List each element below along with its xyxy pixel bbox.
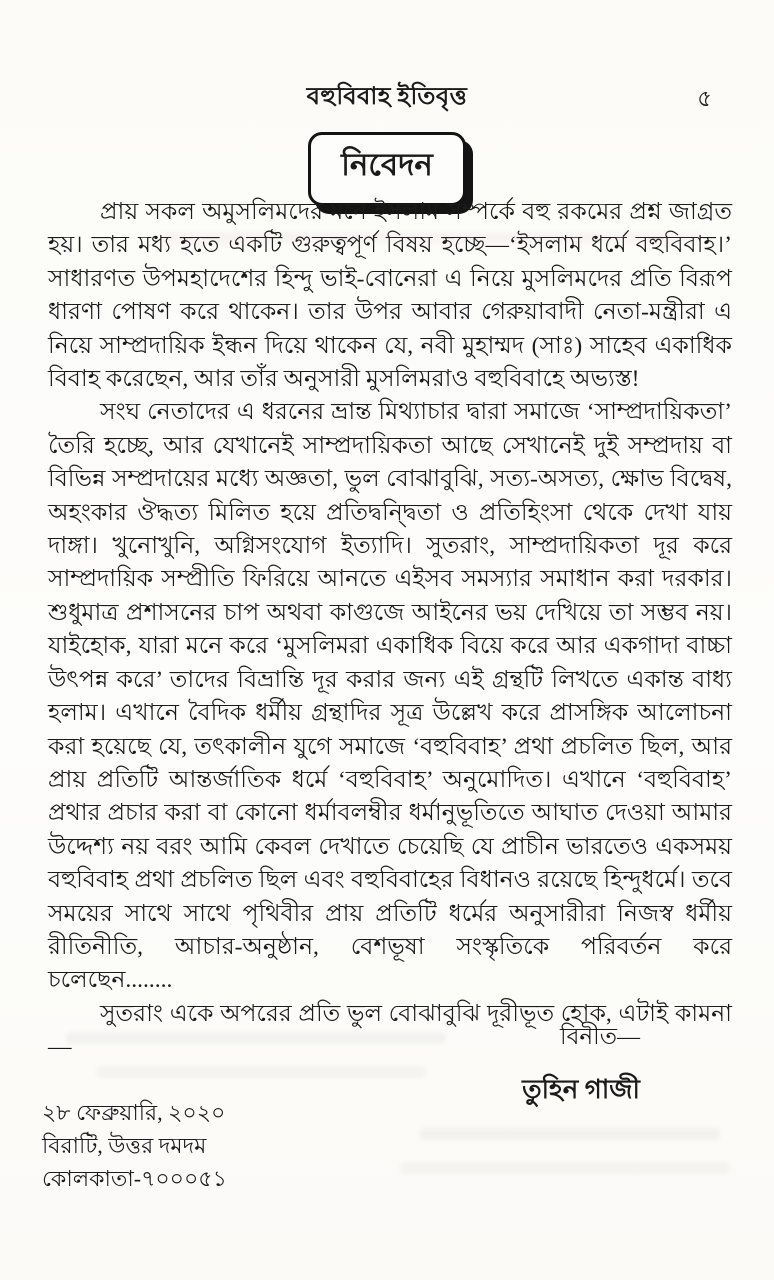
bleedthrough-artifact bbox=[96, 1066, 426, 1078]
colophon-block bbox=[42, 1096, 227, 1195]
running-head bbox=[0, 78, 774, 112]
body-text bbox=[48, 196, 732, 1065]
signature-block bbox=[522, 1018, 640, 1113]
paragraph-1: প্রায় সকল অমুসলিমদের মনে ইসলাম সম্পর্কে বহু রকমের প্রশ্ন জাগ্রত হয়। তার মধ্য হতে একটি গুরুত্বপূর্ণ বিষয় হচ্ছে—‘ইসলাম ধর্মে বহুবিবাহ।’ সাধারণত উপমহাদেশের হিন্দু ভাই-বোনেরা এ নিয়ে মুসলিমদের প্রতি বিরূপ ধারণা পোষণ করে থাকেন। তার উপর আবার গেরুয়াবাদী নেতা-মন্ত্রীরা এ নিয়ে সাম্প্রদায়িক ইন্ধন দিয়ে থাকেন যে, নবী মুহাম্মদ (সাঃ) সাহেব একাধিক বিবাহ করেছেন, আর তাঁর অনুসারী মুসলিমরাও বহুবিবাহে অভ্যস্ত! bbox=[48, 199, 732, 393]
section-heading-box bbox=[308, 132, 466, 206]
bleedthrough-artifact bbox=[420, 1128, 720, 1140]
colophon-date: ২৮ ফেব্রুয়ারি, ২০২০ bbox=[42, 1100, 226, 1125]
colophon-place: বিরাটি, উত্তর দমদম bbox=[42, 1133, 207, 1158]
book-title: বহুবিবাহ ইতিবৃত্ত bbox=[306, 84, 468, 110]
paragraph-2: সংঘ নেতাদের এ ধরনের ভ্রান্ত মিথ্যাচার দ্বারা সমাজে ‘সাম্প্রদায়িকতা’ তৈরি হচ্ছে, আর যেখানেই সাম্প্রদায়িকতা আছে সেখানেই দুই সম্প্রদায় বা বিভিন্ন সম্প্রদায়ের মধ্যে অজ্ঞতা, ভুল বোঝাবুঝি, সত্য-অসত্য, ক্ষোভ বিদ্বেষ, অহংকার ঔদ্ধত্য মিলিত হয়ে প্রতিদ্বন্দ্বিতা ও প্রতিহিংসা থেকে দেখা যায় দাঙ্গা। খুনোখুনি, অগ্নিসংযোগ ইত্যাদি। সুতরাং, সাম্প্রদায়িকতা দূর করে সাম্প্রদায়িক সম্প্রীতি ফিরিয়ে আনতে এইসব সমস্যার সমাধান করা দরকার। শুধুমাত্র প্রশাসনের চাপ অথবা কাগুজে আইনের ভয় দেখিয়ে তা সম্ভব নয়। যাইহোক, যারা মনে করে ‘মুসলিমরা একাধিক বিয়ে করে আর একগাদা বাচ্চা উৎপন্ন করে’ তাদের বিভ্রান্তি দূর করার জন্য এই গ্রন্থটি লিখতে একান্ত বাধ্য হলাম। এখানে বৈদিক ধর্মীয় গ্রন্থাদির সূত্র উল্লেখ করে প্রাসঙ্গিক আলোচনা করা হয়েছে যে, তৎকালীন যুগে সমাজে ‘বহুবিবাহ’ প্রথা প্রচলিত ছিল, আর প্রায় প্রতিটি আন্তর্জাতিক ধর্মে ‘বহুবিবাহ’ অনুমোদিত। এখানে ‘বহুবিবাহ’ প্রথার প্রচার করা বা কোনো ধর্মাবলম্বীর ধর্মানুভূতিতে আঘাত দেওয়া আমার উদ্দেশ্য নয় বরং আমি কেবল দেখাতে চেয়েছি যে প্রাচীন ভারতেও একসময় বহুবিবাহ প্রথা প্রচলিত ছিল এবং বহুবিবাহের বিধানও রয়েছে হিন্দুধর্মে। তবে সময়ের সাথে সাথে পৃথিবীর প্রায় প্রতিটি ধর্মের অনুসারীরা নিজস্ব ধর্মীয় রীতিনীতি, আচার-অনুষ্ঠান, বেশভূষা সংস্কৃতিকে পরিবর্তন করে চলেছেন........ bbox=[48, 399, 732, 994]
paragraph-3: সুতরাং একে অপরের প্রতি ভুল বোঝাবুঝি দূরীভূত হোক, এটাই কামনা— bbox=[48, 1000, 732, 1061]
author-name: তুহিন গাজী bbox=[522, 1075, 640, 1104]
colophon-city-pin: কোলকাতা-৭০০০৫১ bbox=[42, 1166, 227, 1191]
section-heading-wrap bbox=[0, 132, 774, 206]
page-number: ৫ bbox=[697, 86, 712, 111]
bleedthrough-artifact bbox=[400, 1162, 730, 1174]
section-heading: নিবেদন bbox=[341, 147, 433, 182]
signature-closing: বিনীত— bbox=[560, 1024, 640, 1049]
